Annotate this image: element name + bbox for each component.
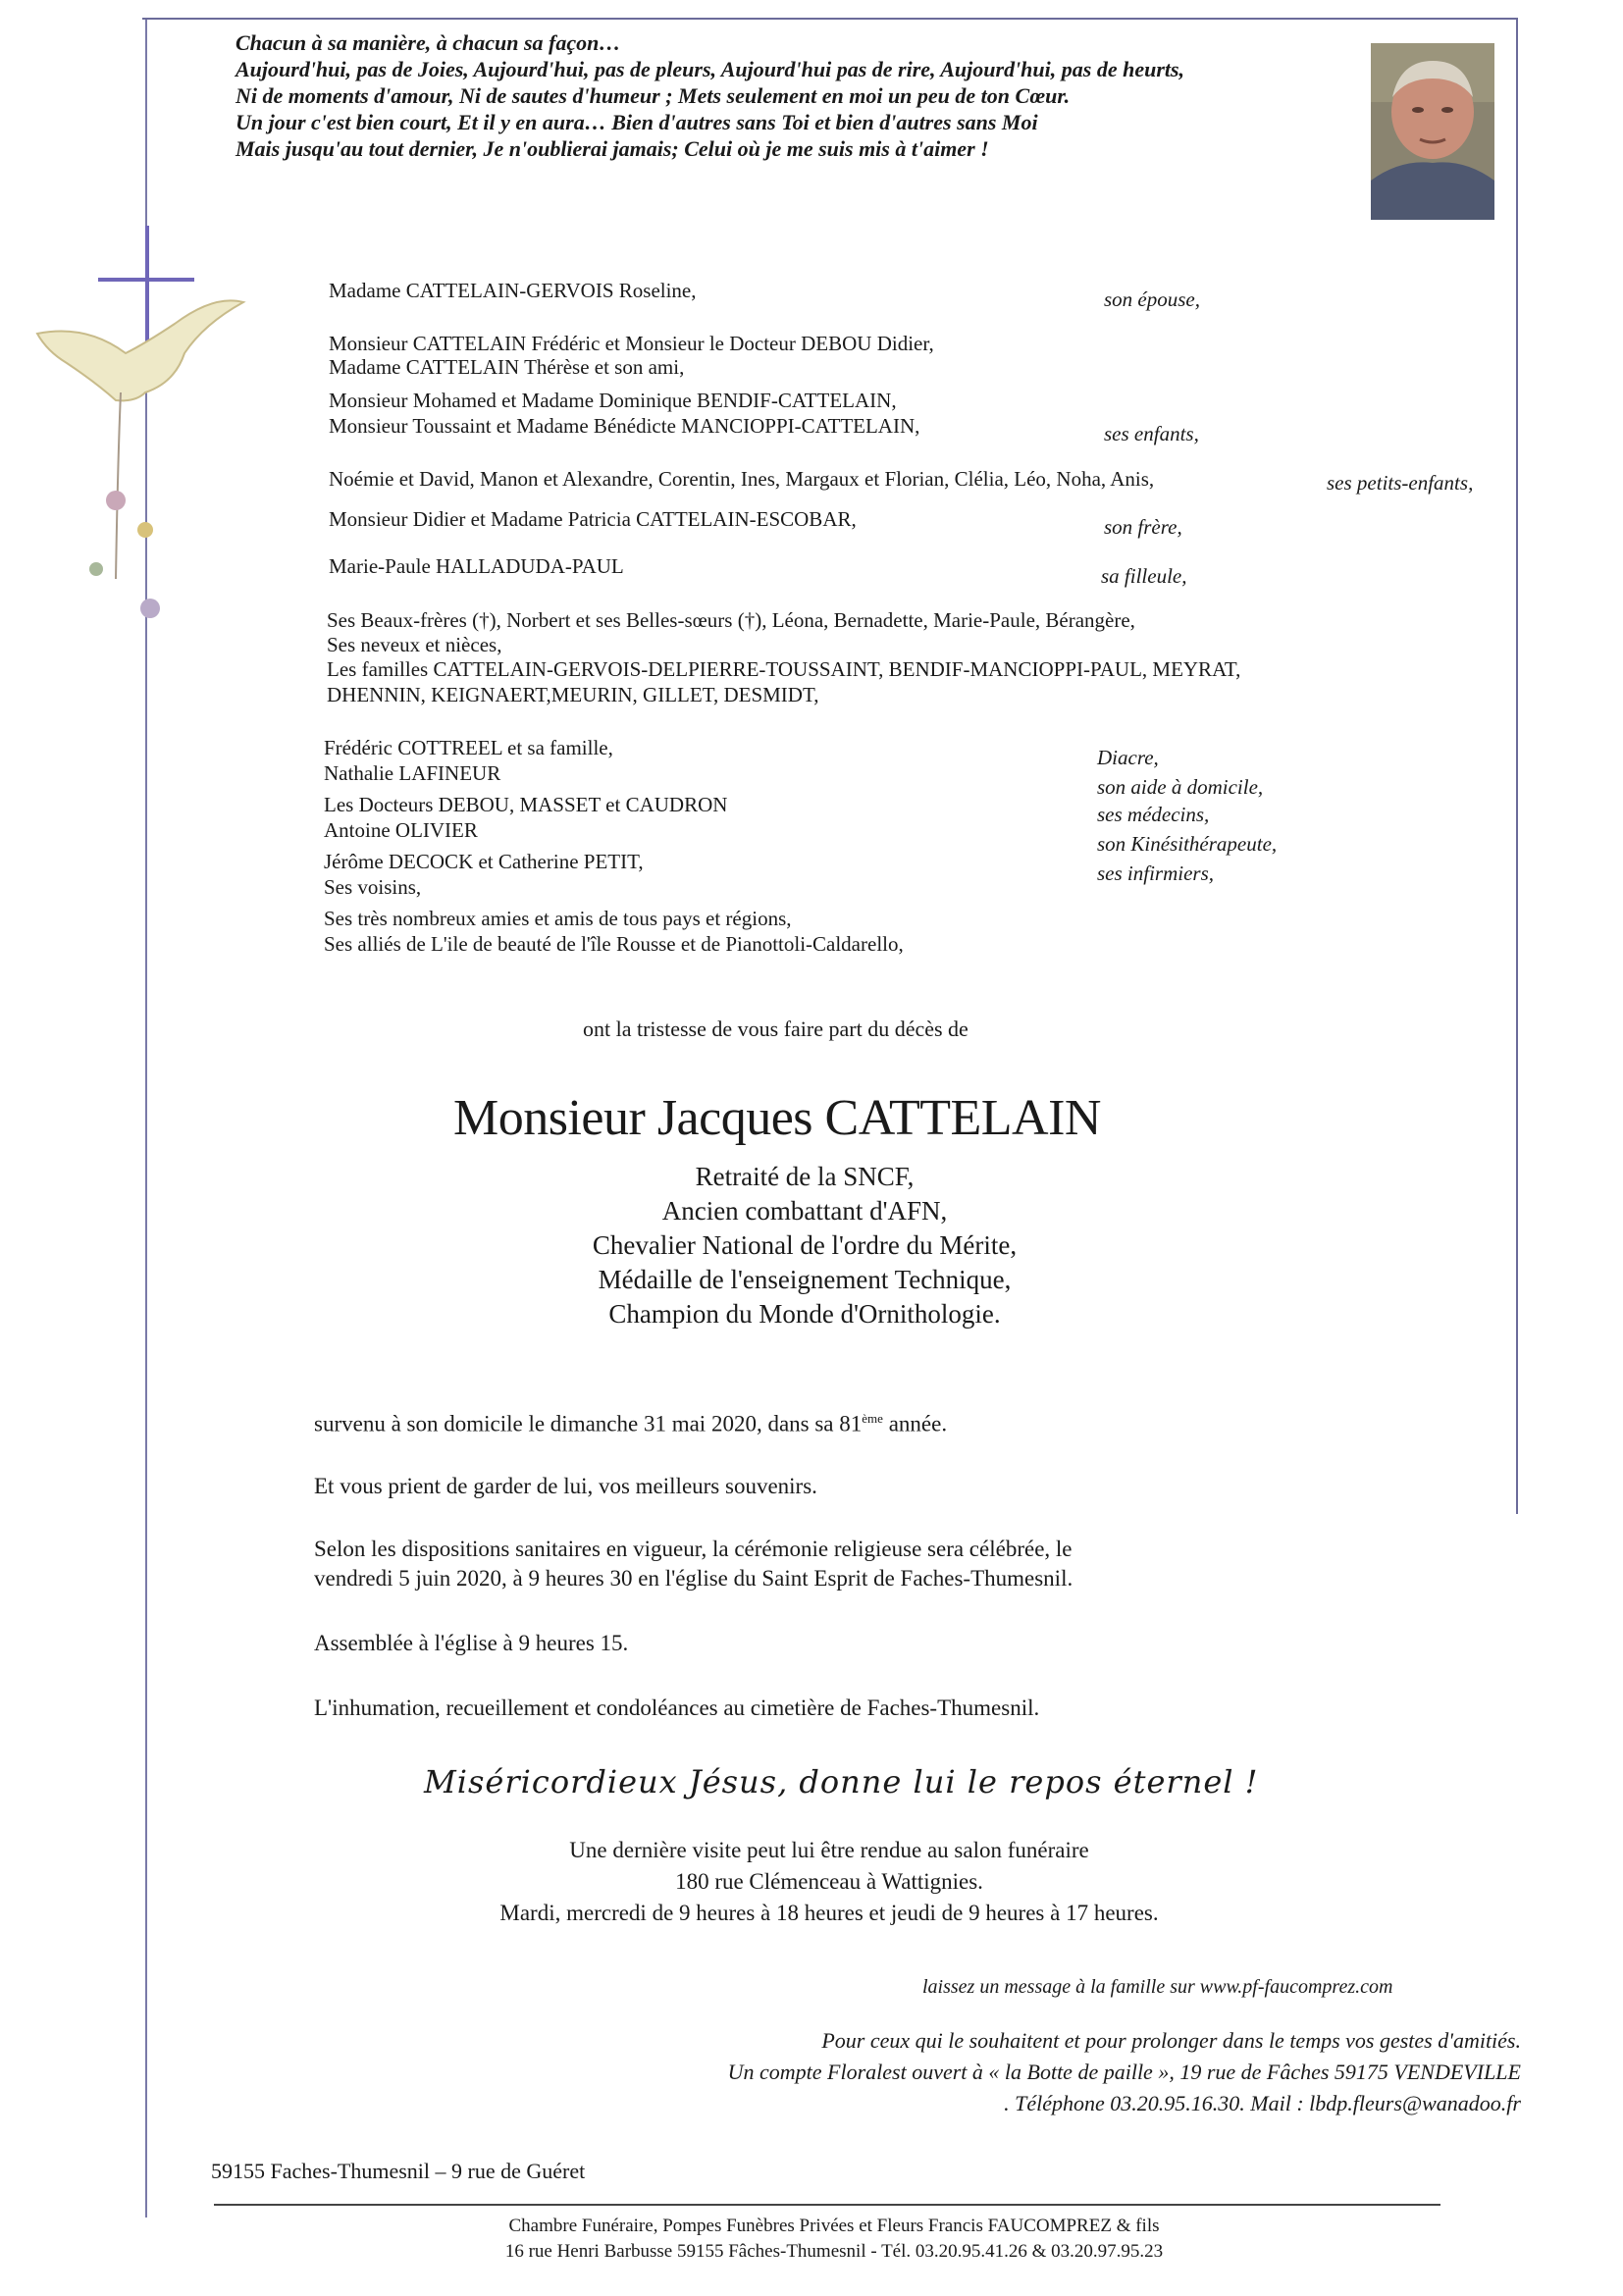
child-line: Monsieur Mohamed et Madame Dominique BENDIF-CATTELAIN, [329, 389, 897, 412]
helper-relation: son Kinésithérapeute, [1097, 832, 1278, 856]
helper-line: Frédéric COTTREEL et sa famille, [324, 736, 613, 759]
ceremony-line: Selon les dispositions sanitaires en vigueur, la cérémonie religieuse sera célébrée, le [314, 1537, 1073, 1561]
poem-line: Chacun à sa manière, à chacun sa façon… [236, 30, 621, 55]
deceased-name: Monsieur Jacques CATTELAIN [453, 1090, 1101, 1146]
child-line: Madame CATTELAIN Thérèse et son ami, [329, 355, 685, 379]
visit-line: 180 rue Clémenceau à Wattignies. [675, 1869, 983, 1894]
goddaughter-relation: sa filleule, [1101, 564, 1187, 588]
helper-relation: son aide à domicile, [1097, 775, 1264, 799]
footer-line: 16 rue Henri Barbusse 59155 Fâches-Thumesnil - Tél. 03.20.95.41.26 & 03.20.97.95.23 [504, 2241, 1164, 2262]
spouse-relation: son épouse, [1104, 287, 1200, 311]
death-notice [314, 1411, 947, 1437]
footer [412, 2214, 1256, 2265]
relatives-line: Ses neveux et nièces, [327, 633, 502, 656]
goddaughter-line: Marie-Paule HALLADUDA-PAUL [329, 554, 624, 578]
prayer-text: Miséricordieux Jésus, donne lui le repos éternel ! [424, 1763, 1259, 1800]
website-message: laissez un message à la famille sur www.pf-faucomprez.com [922, 1976, 1393, 1998]
floral-info [461, 2025, 1521, 2119]
relatives-line: Les familles CATTELAIN-GERVOIS-DELPIERRE-TOUSSAINT, BENDIF-MANCIOPPI-PAUL, MEYRAT, [327, 657, 1241, 681]
brother-line: Monsieur Didier et Madame Patricia CATTELAIN-ESCOBAR, [329, 507, 857, 531]
title-line: Chevalier National de l'ordre du Mérite, [592, 1230, 1018, 1260]
visit-line: Mardi, mercredi de 9 heures à 18 heures et jeudi de 9 heures à 17 heures. [499, 1901, 1159, 1925]
announcement-text: ont la tristesse de vous faire part du décès de [583, 1017, 969, 1041]
title-line: Ancien combattant d'AFN, [661, 1196, 948, 1226]
brother-relation: son frère, [1104, 515, 1182, 539]
visit-info [422, 1835, 1236, 1929]
burial-text: L'inhumation, recueillement et condoléances au cimetière de Faches-Thumesnil. [314, 1696, 1040, 1720]
helper-line: Nathalie LAFINEUR [324, 761, 501, 785]
helper-line: Les Docteurs DEBOU, MASSET et CAUDRON [324, 793, 728, 816]
top-border-line [142, 18, 1516, 20]
footer-line: Chambre Funéraire, Pompes Funèbres Privées et Fleurs Francis FAUCOMPREZ & fils [508, 2216, 1160, 2236]
helper-line: Jérôme DECOCK et Catherine PETIT, [324, 850, 644, 873]
title-line: Retraité de la SNCF, [695, 1162, 915, 1191]
poem-line: Mais jusqu'au tout dernier, Je n'oublierai jamais; Celui où je me suis mis à t'aimer ! [236, 136, 989, 161]
poem [236, 29, 1364, 162]
floral-line: Pour ceux qui le souhaitent et pour prolonger dans le temps vos gestes d'amitiés. [821, 2028, 1521, 2053]
helper-line: Ses très nombreux amies et amis de tous pays et régions, [324, 907, 792, 930]
dove-flowers-icon [27, 285, 263, 638]
grandchildren-line: Noémie et David, Manon et Alexandre, Corentin, Ines, Margaux et Florian, Clélia, Léo, Noha, Anis, [329, 467, 1155, 491]
right-border-line [1516, 18, 1518, 1514]
poem-line: Aujourd'hui, pas de Joies, Aujourd'hui, pas de pleurs, Aujourd'hui pas de rire, Aujourd'hui, pas de heurts, [236, 57, 1185, 81]
remember-text: Et vous prient de garder de lui, vos meilleurs souvenirs. [314, 1474, 817, 1498]
death-text-end: année. [882, 1411, 948, 1436]
visit-line: Une dernière visite peut lui être rendue au salon funéraire [569, 1838, 1089, 1862]
child-line: Monsieur CATTELAIN Frédéric et Monsieur le Docteur DEBOU Didier, [329, 332, 934, 355]
helper-relation: Diacre, [1097, 746, 1159, 769]
death-superscript: ème [862, 1411, 883, 1426]
deceased-titles [550, 1160, 1060, 1331]
poem-line: Ni de moments d'amour, Ni de sautes d'humeur ; Mets seulement en moi un peu de ton Cœur. [236, 83, 1071, 108]
helper-line: Antoine OLIVIER [324, 818, 478, 842]
helper-line: Ses voisins, [324, 875, 422, 899]
family-address: 59155 Faches-Thumesnil – 9 rue de Guéret [211, 2159, 586, 2183]
child-line: Monsieur Toussaint et Madame Bénédicte MANCIOPPI-CATTELAIN, [329, 414, 920, 438]
floral-line: . Téléphone 03.20.95.16.30. Mail : lbdp.fleurs@wanadoo.fr [1004, 2091, 1521, 2115]
helper-line: Ses alliés de L'ile de beauté de l'île Rousse et de Pianottoli-Caldarello, [324, 932, 904, 956]
children-relation: ses enfants, [1104, 422, 1199, 445]
title-line: Médaille de l'enseignement Technique, [598, 1265, 1012, 1294]
helper-relation: ses médecins, [1097, 803, 1210, 826]
title-line: Champion du Monde d'Ornithologie. [608, 1299, 1001, 1329]
relatives-line: DHENNIN, KEIGNAERT,MEURIN, GILLET, DESMIDT, [327, 683, 819, 706]
assembly-text: Assemblée à l'église à 9 heures 15. [314, 1631, 629, 1655]
grandchildren-relation: ses petits-enfants, [1327, 471, 1474, 495]
cross-bar [98, 278, 194, 282]
relatives-line: Ses Beaux-frères (†), Norbert et ses Belles-sœurs (†), Léona, Bernadette, Marie-Paule, Bérangère, [327, 608, 1135, 632]
portrait-photo [1371, 43, 1494, 220]
ceremony-line: vendredi 5 juin 2020, à 9 heures 30 en l'église du Saint Esprit de Faches-Thumesnil. [314, 1566, 1073, 1591]
helper-relation: ses infirmiers, [1097, 861, 1215, 885]
death-text: survenu à son domicile le dimanche 31 mai 2020, dans sa 81 [314, 1411, 863, 1436]
spouse-name: Madame CATTELAIN-GERVOIS Roseline, [329, 279, 697, 302]
poem-line: Un jour c'est bien court, Et il y en aura… Bien d'autres sans Toi et bien d'autres sans Moi [236, 110, 1038, 134]
footer-divider [214, 2204, 1440, 2206]
floral-line: Un compte Floralest ouvert à « la Botte de paille », 19 rue de Fâches 59175 VENDEVILLE [727, 2060, 1521, 2084]
